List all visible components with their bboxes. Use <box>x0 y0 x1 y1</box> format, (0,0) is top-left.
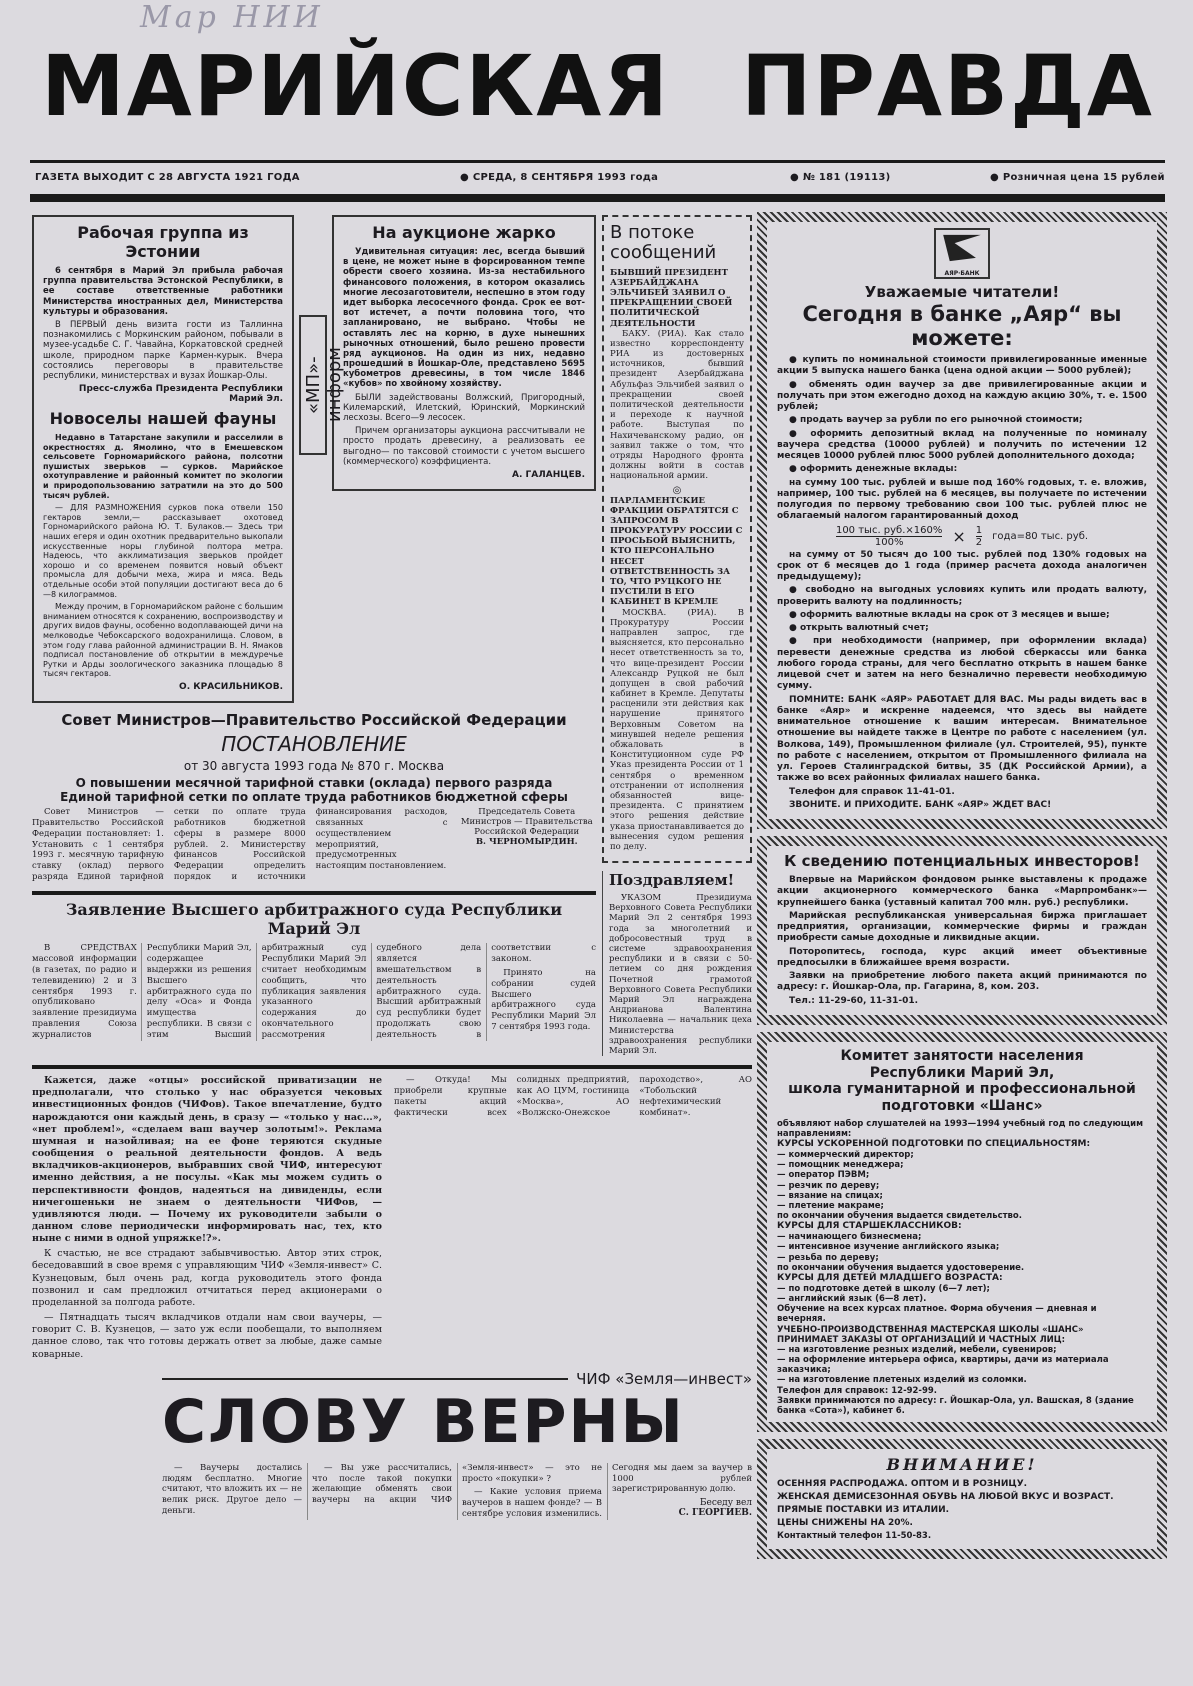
income-formula <box>777 525 1147 548</box>
greeting: Уважаемые читатели! <box>864 283 1060 301</box>
ad-line: ЖЕНСКАЯ ДЕМИСЕЗОННАЯ ОБУВЬ НА ЛЮБОЙ ВКУС И ВОЗРАСТ. <box>777 1492 1114 1503</box>
offer-item: ● оформить валютные вклады на срок от 3 месяцев и выше; <box>777 610 1147 621</box>
body: — Откуда! Мы приобрели крупные пакеты акций фактически всех солидных предприятий, как АО ЦУМ, гостиница «Москва», АО «Волжско-Онежское пароходство», АО «Тобольский нефтехимический комбинат». <box>394 1075 752 1118</box>
body: В ПЕРВЫЙ день визита гости из Таллинна познакомились с Моркинским районом, побывали в музее-усадьбе С. Г. Чавайна, Коркатовской средней школе, природном парке Кармен-курык. Вчера состоялись переговоры в правительстве республики, министерствах и вузах Йошкар-Олы. <box>43 319 283 381</box>
body: — Ваучеры достались людям бесплатно. Многие считают, что вложить их — не велик риск. Другое дело — деньги. <box>162 1462 302 1517</box>
body: МОСКВА. (РИА). В Прокуратуру России направлен запрос, где выясняется, кто персонально несет ответственность за то, что вице-президент России Александр Руцкой не был допущен в свой рабочий кабинет в Кремле. Депутаты расценили эти действия как нарушение принятого Верховным Советом на минувшей неделе решения обжаловать в Конституционном суде РФ Указ президента России от 1 сентября о временном отстранении от исполнения обязанностей вице-президента. С принятием этого решения действие указа приостанавливается до вынесения судом решения по делу. <box>610 607 744 852</box>
list-item: — на изготовление резных изделий, мебели, сувениров; <box>777 1344 1057 1355</box>
body: К счастью, не все страдают забывчивостью. Автор этих строк, беседовавший в свое время с управляющим ЧИФ «Земля-инвест» С. Кузнецовым, был очень рад, когда руководитель этого фонда позвонил и сам предложил отчитаться перед акционерами о проделанной за полгода работе. <box>32 1248 382 1308</box>
list-item: — интенсивное изучение английского языка; <box>777 1242 1000 1253</box>
list-item: — начинающего бизнесмена; <box>777 1232 922 1243</box>
section-heading: КУРСЫ ДЛЯ СТАРШЕКЛАССНИКОВ: <box>777 1221 962 1232</box>
note: по окончании обучения выдается удостоверение. <box>777 1262 1025 1273</box>
divider <box>30 160 1165 163</box>
list-item: — на изготовление плетеных изделий из соломки. <box>777 1375 1027 1386</box>
signature: Принято на собрании судей Высшего арбитражного суда Республики Марий Эл 7 сентября 1993 года. <box>491 967 596 1033</box>
divider <box>32 891 596 895</box>
list-item: — помощник менеджера; <box>777 1160 904 1171</box>
subhead: БЫВШИЙ ПРЕЗИДЕНТ АЗЕРБАЙДЖАНА ЭЛЬЧИБЕЙ ЗАЯВИЛ О ПРЕКРАЩЕНИИ СВОЕЙ ПОЛИТИЧЕСКОЙ ДЕЯТЕЛЬНОСТИ <box>610 267 733 329</box>
rubric-label: «МП»-информ <box>299 315 327 455</box>
lead: Кажется, даже «отцы» российской приватизации не предполагали, что столько у нас образуется чековых инвестиционных фондов (ЧИФов). Такое впечатление, будто нарождаются они каждый день, в сразу — «только у нас...», «нет проблем!», «сделаем ваш ваучер золотым!». Реклама шумная и назойливая; на ее фоне теряются скудные сообщения о реальной деятельности фондов. А ведь вкладчиков-акционеров, выбравших свой ЧИФ, интересуют именно действия, а не посулы. «Как мы можем судить о перспективности фондов, надеяться на дивиденды, если ничегошеньки не знаем о деятельности ЧИФов, — удивляются люди. — Почему их руководители забыли о данном слове периодически информировать нас, тех, кто ныне с ними в одной упряжке!?». <box>32 1075 382 1245</box>
offer-item: ● обменять один ваучер за две привилегированные акции и получать при этом ежегодно доход на каждую акцию 30%, т. е. 1500 рублей; <box>777 380 1147 414</box>
ads-column <box>757 212 1167 1559</box>
offer-item: ● оформить денежные вклады: <box>777 464 1147 475</box>
lead: Недавно в Татарстане закупили и расселили в окрестностях д. Ямолино, что в Емешевском сельсовете Горномарийского района, полсотни пушистых зверьков — сурков. Марийское охотуправление и районный комитет по экологии и природопользованию затратили на это до 500 тысяч рублей. <box>43 433 283 500</box>
decree-type: ПОСТАНОВЛЕНИЕ <box>221 731 407 756</box>
price: ● Розничная цена 15 рублей <box>990 172 1165 183</box>
offer-item: ● при необходимости (например, при оформлении вклада) перевести денежные средства из любой сберкассы или банка любого города страны, для чего бесплатно открыть в нашем банке лицевой счет и затем на него безналично перевести необходимую сумму. <box>777 636 1147 692</box>
body: Между прочим, в Горномарийском районе с большим вниманием относятся к сохранению, воспроизводству и других видов фауны, особенно водоплавающей дичи на мелководье Чебоксарского водохранилища. Словом, в этом году глава районной администрации В. Н. Ямаков подписал постановление об открытии в междуречье Рутки и Арды зоологического заказника площадью 8 тысяч гектаров. <box>43 602 283 679</box>
article-chif <box>32 1075 752 1520</box>
ad-text: Поторопитесь, господа, курс акций имеет объективные предпосылки в ближайшее время возрасти. <box>777 946 1147 968</box>
formula-denominator: 100% <box>874 536 904 548</box>
ad-shoe-sale <box>757 1439 1167 1559</box>
court-statement <box>32 900 596 1041</box>
list-item: — на оформление интерьера офиса, квартиры, дачи из материала заказчика; <box>777 1355 1109 1376</box>
decree-issuer: Совет Министров—Правительство Российской Федерации <box>61 710 567 729</box>
ad-school-shans <box>757 1032 1167 1432</box>
ad-aiar-bank <box>757 212 1167 829</box>
list-item: — резьба по дереву; <box>777 1252 879 1263</box>
list-item: — по подготовке детей в школу (6—7 лет); <box>777 1283 990 1294</box>
ad-text: Впервые на Марийском фондовом рынке выставлены к продаже акции акционерного коммерческого банка «Марпромбанк»— крупнейшего банка (уставный капитал 700 млн. руб.) республики. <box>777 875 1147 908</box>
newspaper-masthead: МАРИЙСКАЯ ПРАВДА <box>41 37 1154 135</box>
body: — Вы уже рассчитались, что после такой покупки желающие обменять свои ваучеры на акции ЧИФ «Земля-инвест» — это не просто «покупки» ? <box>312 1462 602 1506</box>
signatory: В. ЧЕРНОМЫРДИН. <box>475 836 578 847</box>
ad-line: ЦЕНЫ СНИЖЕНЫ НА 20%. <box>777 1518 913 1529</box>
address: Заявки принимаются по адресу: г. Йошкар-Ола, ул. Вашская, 8 (здание банка «Сота»), кабинет 6. <box>777 1395 1134 1417</box>
formula-numerator: 1 <box>975 524 983 536</box>
phone: Тел.: 11-29-60, 11-31-01. <box>789 995 919 1006</box>
logo-text: АЯР·БАНК <box>944 270 980 277</box>
ad-text: Марийская республиканская универсальная биржа приглашает предприятия, организации, коммерческие фирмы и граждан приобрести самые доходные и ликвидные акции. <box>777 910 1147 944</box>
headline: СЛОВУ ВЕРНЫ <box>162 1386 685 1457</box>
handwritten-stamp: Мар НИИ <box>140 0 324 35</box>
ad-title: Республики Марий Эл, <box>869 1064 1055 1081</box>
article-estonia <box>32 215 294 703</box>
headline: Поздравляем! <box>609 871 735 890</box>
decree-title: О повышении месячной тарифной ставки (оклада) первого разряда Единой тарифной сетки по оплате труда работников бюджетной сферы <box>60 775 568 804</box>
phone: Контактный телефон 11-50-83. <box>777 1531 932 1542</box>
body: — ДЛЯ РАЗМНОЖЕНИЯ сурков пока отвели 150 гектаров земли,— рассказывает охотовед Горномарийского района Ю. Т. Булаков.— Здесь три наших егеря и один охотник предварительно выкопали искусственные норы глубиной полтора метра. Надеюсь, что акклиматизация зверьков пройдет хорошо и со временем появится новый объект промысла для добычи меха, жира и мяса. Ведь отдельные особи этой популяции достигают веса до 6—8 килограммов. <box>43 503 283 599</box>
ad-line: ПРЯМЫЕ ПОСТАВКИ ИЗ ИТАЛИИ. <box>777 1505 950 1516</box>
deposit-terms: на сумму 100 тыс. рублей и выше под 160% годовых, т. е. вложив, например, 100 тыс. рублей на 6 месяцев, вы получаете по истечении полугодия по первому требованию свои 100 тыс. рублей плюс не облагаемый налогом гарантированный доход <box>777 477 1147 522</box>
lead: Удивительная ситуация: лес, всегда бывший в цене, не может ныне в форсированном темпе обрести своего хозяина. Из-за нестабильного финансового положения, в котором оказались многие лесозаготовители, неспешно в этом году идет выборка лесосечного фонда. Срок ее вот-вот истечет, а почти половина того, что запланировано, не выбрано. Чтобы не оставлять лес на корню, в духе нынешних рыночных отношений, было решено провести ряд аукционов. На один из них, недавно прошедший в Йошкар-Оле, представлено 5695 кубометров древесины, в том числе 1846 «кубов» по хвойному хозяйству. <box>343 247 585 390</box>
body: УКАЗОМ Президиума Верховного Совета Республики Марий Эл 2 сентября 1993 года за многолетний и добросовестный труд в системе здравоохранения республики и в связи с 50-летием со дня рождения Почетной грамотой Верховного Совета Республики Марий Эл награждена Андрианова Валентина Николаевна — начальник цеха Министерства здравоохранения республики Марий Эл. <box>609 893 752 1056</box>
section-heading: КУРСЫ ДЛЯ ДЕТЕЙ МЛАДШЕГО ВОЗРАСТА: <box>777 1272 1003 1283</box>
body: Причем организаторы аукциона рассчитывали не просто продать древесину, а реализовать ее выгодно— по таксовой стоимости с учетом высшего (коммерческого) коэффициента. <box>343 426 585 467</box>
ad-title: школа гуманитарной и профессиональной <box>788 1081 1136 1098</box>
decree-body: Совет Министров — Правительство Российской Федерации постановляет: 1. Установить с 1 сентября 1993 г. месячную тарифную ставку (оклад) первого разряда Единой тарифной сетки по оплате труда работников бюджетной сферы в размере 8000 рублей. 2. Министерству финансов Российской Федерации определить порядок и источники финансирования расходов, связанных с осуществлением мероприятий, предусмотренных настоящим постановлением. <box>32 806 448 883</box>
phone: Телефон для справок: 12-92-99. <box>777 1385 938 1396</box>
list-item: — английский язык (6—8 лет). <box>777 1293 927 1304</box>
section-heading: КУРСЫ УСКОРЕННОЙ ПОДГОТОВКИ ПО СПЕЦИАЛЬНОСТЯМ: <box>777 1139 1091 1150</box>
ad-title: подготовки «Шанс» <box>881 1098 1043 1115</box>
headline: Рабочая группа из Эстонии <box>77 223 249 261</box>
list-item: — коммерческий директор; <box>777 1150 914 1161</box>
course-list <box>777 1119 1147 1416</box>
lead: 6 сентября в Марий Эл прибыла рабочая группа правительства Эстонской Республики, в ее составе ответственные работники Министерства иностранных дел, Министерства культуры и образования. <box>43 266 283 317</box>
ad-title: К сведению потенциальных инвесторов! <box>784 852 1140 870</box>
body: В СРЕДСТВАХ массовой информации (в газетах, по радио и телевидению) 2 и 3 сентября 1993 г. опубликовано заявление президиума правления Союза журналистов Республики Марий Эл, содержащее выдержки из решения Высшего арбитражного суда по делу «Оса» и Фонда имущества республики. В связи с этим Высший арбитражный суд Республики Марий Эл считает необходимым сообщить, что публикация заявления указанного содержания до окончательного рассмотрения судебного дела является вмешательством в деятельность арбитражного суда. Высший арбитражный суд республики будет продолжать свою деятельность в соответствии с законом. <box>32 943 596 1041</box>
headline: На аукционе жарко <box>372 223 556 242</box>
divider <box>30 194 1165 202</box>
byline-label: Беседу вел <box>699 1498 752 1509</box>
intro: объявляют набор слушателей на 1993—1994 учебный год по следующим направлениям: <box>777 1118 1144 1140</box>
note: Обучение на всех курсах платное. Форма обучения — дневная и вечерняя. <box>777 1304 1097 1325</box>
subhead: ПАРЛАМЕНТСКИЕ ФРАКЦИИ ОБРАТЯТСЯ С ЗАПРОСОМ В ПРОКУРАТУРУ РОССИИ С ПРОСЬБОЙ ВЫЯСНИТЬ, КТО ПЕРСОНАЛЬНО НЕСЕТ ОТВЕТСТВЕННОСТЬ ЗА ТО, ЧТО РУЦКОГО НЕ ПУСТИЛИ В ЕГО КАБИНЕТ В КРЕМЛЕ <box>610 495 743 608</box>
formula-numerator: 100 тыс. руб.×160% <box>835 524 943 536</box>
formula-denominator: 2 <box>975 536 983 548</box>
congratulations <box>602 871 752 1056</box>
section-heading: УЧЕБНО-ПРОИЗВОДСТВЕННАЯ МАСТЕРСКАЯ ШКОЛЫ «ШАНС» ПРИНИМАЕТ ЗАКАЗЫ ОТ ОРГАНИЗАЦИЙ И ЧАСТНЫХ ЛИЦ: <box>777 1324 1084 1345</box>
list-item: — оператор ПЭВМ; <box>777 1170 870 1181</box>
kicker: ЧИФ «Земля—инвест» <box>576 1369 752 1388</box>
ad-title: ВНИМАНИЕ! <box>886 1455 1038 1475</box>
byline: С. ГЕОРГИЕВ. <box>678 1508 752 1519</box>
offer-item: ● продать ваучер за рубли по его рыночной стоимости; <box>777 415 1147 426</box>
headline: Заявление Высшего арбитражного суда Республики Марий Эл <box>65 900 563 939</box>
signature: Пресс-служба Президента Республики Марий Эл. <box>78 384 283 405</box>
founded-note: ГАЗЕТА ВЫХОДИТ С 28 АВГУСТА 1921 ГОДА <box>35 172 300 183</box>
signatory-title: Председатель Совета Министров — Правительства Российской Федерации <box>460 806 593 837</box>
note: по окончании обучения выдается свидетельство. <box>777 1211 1022 1222</box>
list-item: — резчик по дереву; <box>777 1180 880 1191</box>
body: — Какие условия приема ваучеров в нашем фонде? — В сентябре условия изменились. Сегодня мы даем за ваучер в 1000 рублей зарегистрированную долю. <box>462 1462 752 1520</box>
remember-note: ПОМНИТЕ: БАНК «АЯР» РАБОТАЕТ ДЛЯ ВАС. Мы рады видеть вас в банке «Аяр» и искренне надеемся, что здесь вы найдете внимательное отношение к вашим интересам. Внимательное отношение вы найдете также в Центре по работе с населением (ул. Волкова, 149), Промышленном филиале (ул. Строителей, 95), пункте по работе с населением, открытом от Промышленного филиала на ул. Героев Сталинградской битвы, 35 (ДК Российской Армии), а также во всех районных филиалах нашего банка. <box>777 694 1147 784</box>
body: БЫЛИ задействованы Волжский, Пригородный, Килемарский, Илетский, Юринский, Моркинский лесхозы. Всего—9 лесосек. <box>343 392 585 423</box>
formula-times: × <box>952 526 966 546</box>
issue-date: ● СРЕДА, 8 СЕНТЯБРЯ 1993 года <box>460 172 658 183</box>
ad-title: Комитет занятости населения <box>840 1047 1084 1064</box>
list-item: — вязание на спицах; <box>777 1190 883 1201</box>
article-auction <box>332 215 596 491</box>
ad-line: ОСЕННЯЯ РАСПРОДАЖА. ОПТОМ И В РОЗНИЦУ. <box>777 1479 1028 1490</box>
ad-investors <box>757 836 1167 1025</box>
signature: О. КРАСИЛЬНИКОВ. <box>179 681 283 692</box>
deposit-terms: на сумму от 50 тысяч до 100 тыс. рублей под 130% годовых на срок от 6 месяцев до 1 года (пример расчета дохода аналогичен предыдущему); <box>777 549 1147 582</box>
offer-item: ● открыть валютный счет; <box>777 623 1147 634</box>
offer-item: ● оформить депозитный вклад на полученные по номиналу ваучера средства (10000 рублей) и получить по истечении 12 месяцев 10000 рублей плюс 5000 рублей дополнительного дохода; <box>777 429 1147 463</box>
headline: В потоке сообщений <box>610 222 717 263</box>
body: БАКУ. (РИА). Как стало известно корреспонденту РИА из достоверных источников, бывший президент Азербайджана Абульфаз Эльчибей заявил о прекращении своей политической деятельности и переходе к научной работе. Выступая по Нахичеванскому радио, он заявил также о том, что отряды Народного фронта должны войти в состав национальной армии. <box>610 328 744 482</box>
body: — Пятнадцать тысяч вкладчиков отдали нам свои ваучеры, — говорит С. В. Кузнецов, — зато уж если пообещали, то выполняем данное слово, так что готовы держать ответ за любые, даже самые коварные. <box>32 1312 382 1360</box>
left-area <box>32 215 752 1520</box>
headline: Новоселы нашей фауны <box>49 409 277 429</box>
decree <box>32 711 596 886</box>
logo-icon <box>936 230 988 266</box>
bank-logo <box>934 228 990 279</box>
list-item: — плетение макраме; <box>777 1201 884 1212</box>
separator-icon: ◎ <box>672 484 682 496</box>
news-column <box>602 215 752 863</box>
offer-item: ● свободно на выгодных условиях купить или продать валюту, проверить валюту на подлинность; <box>777 585 1147 608</box>
signature: А. ГАЛАНЦЕВ. <box>512 469 585 480</box>
offer-item: ● купить по номинальной стоимости привилегированные именные акции 5 выпуска нашего банка (цена одной акции — 5000 рублей); <box>777 355 1147 378</box>
formula-result: года=80 тыс. руб. <box>992 530 1089 542</box>
issue-number: ● № 181 (19113) <box>790 172 891 183</box>
divider <box>32 1065 752 1069</box>
call-to-action: ЗВОНИТЕ. И ПРИХОДИТЕ. БАНК «АЯР» ЖДЕТ ВАС! <box>789 799 1052 810</box>
decree-date: от 30 августа 1993 года № 870 г. Москва <box>183 758 445 773</box>
ad-text: Заявки на приобретение любого пакета акций принимаются по адресу: г. Йошкар-Ола, пр. Гагарина, 8, ком. 203. <box>777 971 1147 993</box>
phone: Телефон для справок 11-41-01. <box>789 786 955 797</box>
ad-title: Сегодня в банке „Аяр“ вы можете: <box>802 302 1122 350</box>
